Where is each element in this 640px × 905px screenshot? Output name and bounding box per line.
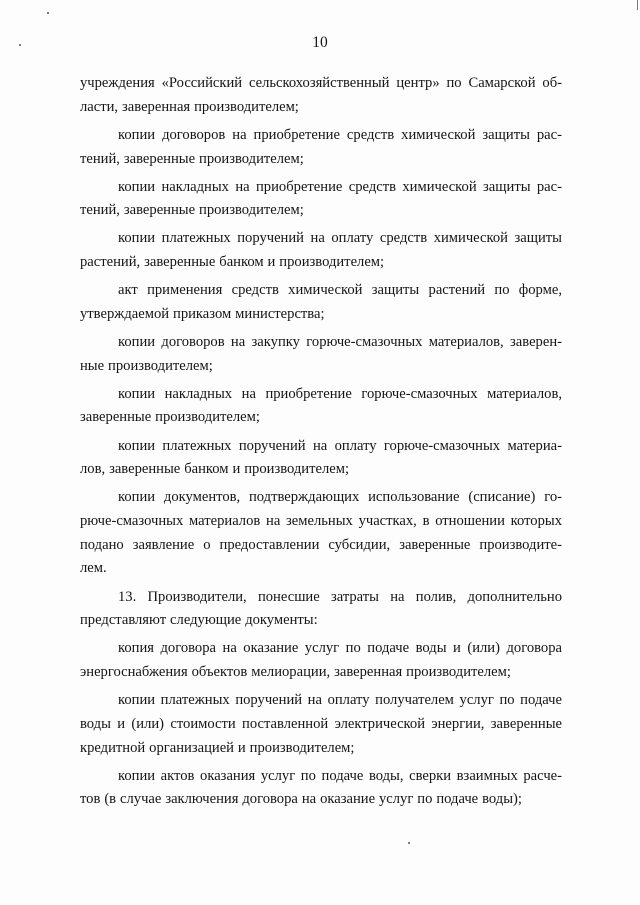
- text-line: тений, заверенные производителем;: [80, 150, 304, 167]
- paragraph: [80, 435, 562, 482]
- paragraph: [80, 383, 562, 430]
- text-line: воды и (или) стоимости поставленной электрической энергии, заверенные: [80, 715, 562, 732]
- paragraph: [80, 331, 562, 378]
- paragraph: [80, 486, 562, 581]
- text-line: утверждаемой приказом министерства;: [80, 305, 325, 322]
- text-line: копии документов, подтверждающих использование (списание) го-: [118, 489, 562, 506]
- paragraph: [80, 637, 562, 684]
- text-line: подано заявление о предоставлении субсидии, заверенные производите-: [80, 536, 562, 553]
- text-line: лем.: [80, 560, 107, 577]
- text-line: копия договора на оказание услуг по подаче воды и (или) договора: [118, 640, 562, 657]
- scan-speck: [47, 12, 49, 14]
- text-line: кредитной организацией и производителем;: [80, 739, 355, 756]
- paragraph: [80, 279, 562, 326]
- text-line: копии платежных поручений на оплату горюче-смазочных материа-: [118, 437, 562, 454]
- text-line: рюче-смазочных материалов на земельных участках, в отношении которых: [80, 513, 562, 530]
- text-line: копии актов оказания услуг по подаче воды, сверки взаимных расче-: [118, 767, 562, 784]
- text-line: акт применения средств химической защиты растений по форме,: [118, 282, 562, 299]
- paragraph: [80, 227, 562, 274]
- text-line: копии платежных поручений на оплату получателем услуг по подаче: [118, 692, 562, 709]
- text-line: представляют следующие документы:: [80, 612, 318, 629]
- text-line: растений, заверенные банком и производителем;: [80, 254, 385, 271]
- text-line: копии накладных на приобретение горюче-смазочных материалов,: [118, 385, 562, 402]
- paragraph: [80, 72, 562, 119]
- paragraph: [80, 124, 562, 171]
- text-line: тов (в случае заключения договора на оказание услуг по подаче воды);: [80, 791, 522, 808]
- text-line: копии платежных поручений на оплату средств химической защиты: [118, 230, 562, 247]
- paragraph: [80, 765, 562, 812]
- text-line: ные производителем;: [80, 357, 213, 374]
- document-body: [80, 72, 562, 816]
- text-line: ласти, заверенная производителем;: [80, 98, 299, 115]
- text-line: 13. Производители, понесшие затраты на полив, дополнительно: [118, 588, 562, 605]
- text-line: заверенные производителем;: [80, 409, 260, 426]
- paragraph: [80, 586, 562, 633]
- text-line: энергоснабжения объектов мелиорации, заверенная производителем;: [80, 664, 511, 681]
- scan-speck: [408, 842, 410, 844]
- text-line: лов, заверенные банком и производителем;: [80, 461, 350, 478]
- text-line: копии договоров на приобретение средств химической защиты рас-: [118, 126, 562, 143]
- page-number: 10: [312, 34, 328, 51]
- text-line: тений, заверенные производителем;: [80, 202, 304, 219]
- paragraph: [80, 176, 562, 223]
- text-line: копии договоров на закупку горюче-смазочных материалов, заверен-: [118, 333, 562, 350]
- text-line: учреждения «Российский сельскохозяйственный центр» по Самарской об-: [80, 75, 562, 91]
- scan-edge-mark: [637, 0, 638, 10]
- text-line: копии накладных на приобретение средств химической защиты рас-: [118, 178, 562, 195]
- paragraph: [80, 689, 562, 760]
